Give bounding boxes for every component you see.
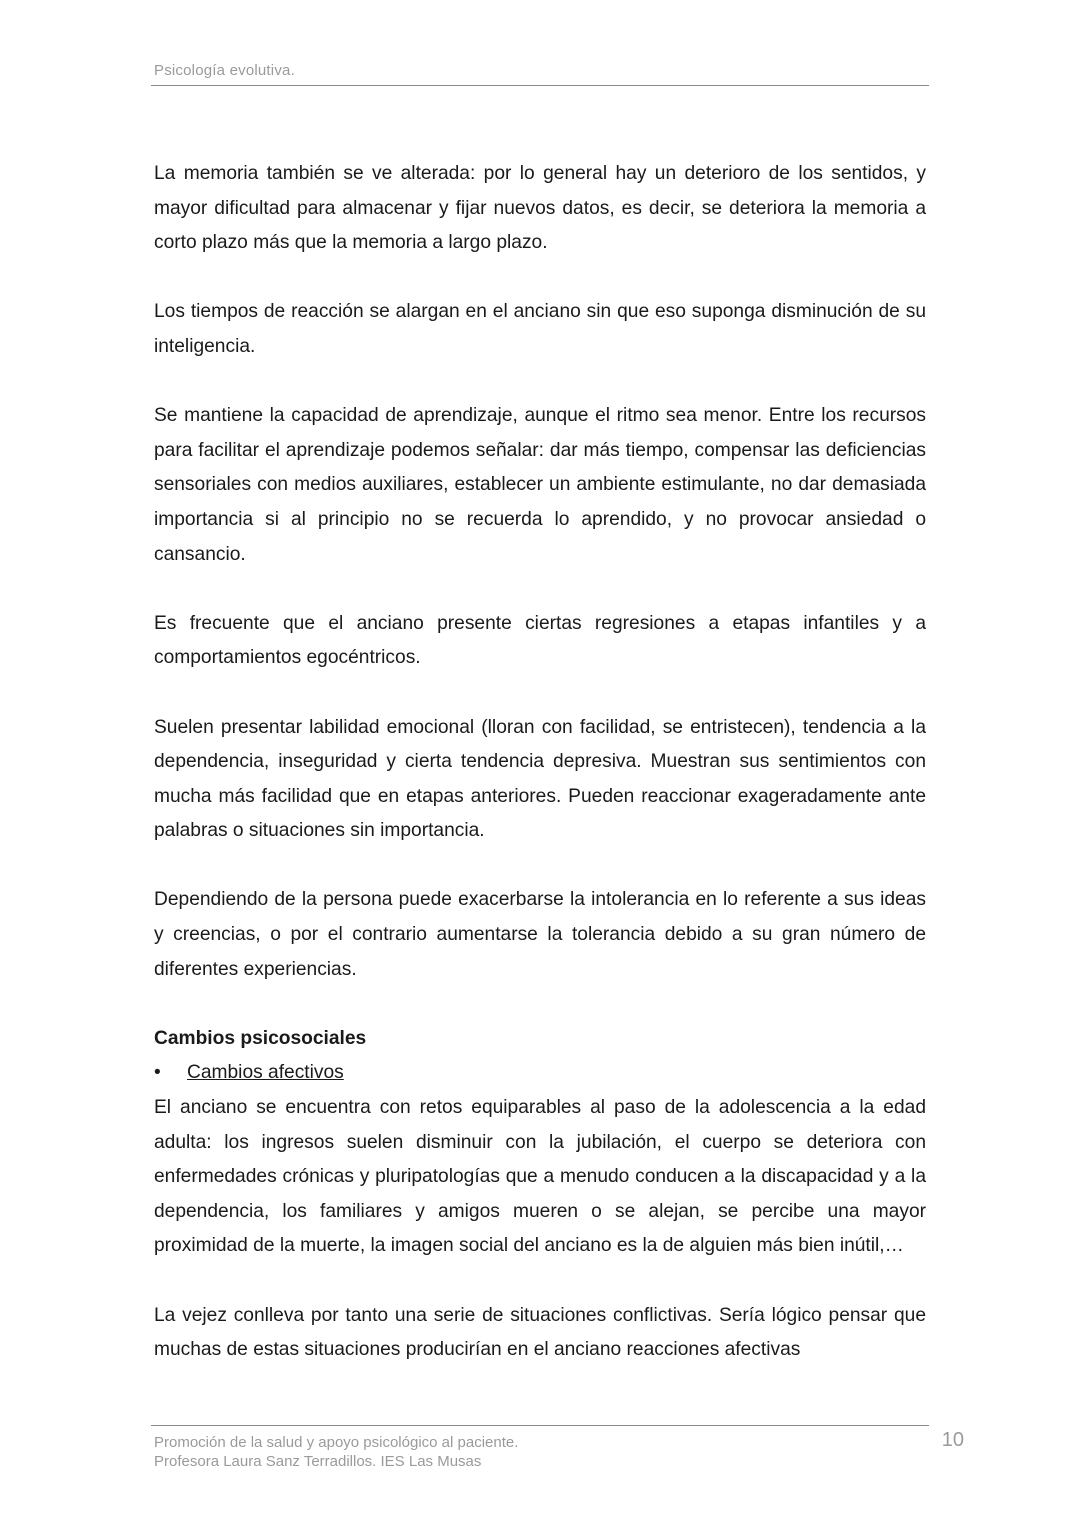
footer-author: Profesora Laura Sanz Terradillos. IES Las Musas: [154, 1453, 482, 1470]
header-divider: [151, 85, 929, 86]
paragraph-memory: La memoria también se ve alterada: por lo general hay un deterioro de los sentidos, y mayor dificultad para almacenar y fijar nuevos datos, es decir, se deteriora la memoria a corto plazo más que la memoria a largo plazo.: [154, 163, 926, 254]
bullet-item: [154, 1056, 926, 1091]
paragraph-challenges: El anciano se encuentra con retos equiparables al paso de la adolescencia a la edad adulta: los ingresos suelen disminuir con la jubilación, el cuerpo se deteriora con enfermedades crónicas y pluripatologías que a menudo conducen a la discapacidad y a la dependencia, los familiares y amigos mueren o se alejan, se percibe una mayor proximidad de la muerte, la imagen social del anciano es la de alguien más bien inútil,…: [154, 1097, 926, 1257]
paragraph-emotional-lability: Suelen presentar labilidad emocional (lloran con facilidad, se entristecen), tendencia a la dependencia, inseguridad y cierta tendencia depresiva. Muestran sus sentimientos con mucha más facilidad que en etapas anteriores. Pueden reaccionar exageradamente ante palabras o situaciones sin importancia.: [154, 716, 926, 842]
bullet-icon: •: [154, 1062, 161, 1084]
paragraph-learning: Se mantiene la capacidad de aprendizaje, aunque el ritmo sea menor. Entre los recursos para facilitar el aprendizaje podemos señalar: dar más tiempo, compensar las deficiencias sensoriales con medios auxiliares, establecer un ambiente estimulante, no dar demasiada importancia si al principio no se recuerda lo aprendido, y no provocar ansiedad o cansancio.: [154, 405, 926, 565]
footer-divider: [151, 1425, 929, 1426]
footer-text: [154, 1433, 518, 1471]
bullet-label: Cambios afectivos: [187, 1062, 344, 1084]
paragraph-conflicts: La vejez conlleva por tanto una serie de situaciones conflictivas. Sería lógico pensar que muchas de estas situaciones producirían en el anciano reacciones afectivas: [154, 1304, 926, 1361]
document-body: [154, 157, 926, 1402]
paragraph-reaction-times: Los tiempos de reacción se alargan en el anciano sin que eso suponga disminución de su inteligencia.: [154, 301, 926, 357]
section-heading: Cambios psicosociales: [154, 1027, 367, 1049]
page-number: 10: [941, 1429, 964, 1451]
footer-course: Promoción de la salud y apoyo psicológico al paciente.: [154, 1434, 519, 1451]
paragraph-regressions: Es frecuente que el anciano presente ciertas regresiones a etapas infantiles y a comportamientos egocéntricos.: [154, 612, 926, 669]
page-header-title: Psicología evolutiva.: [154, 62, 295, 79]
paragraph-tolerance: Dependiendo de la persona puede exacerbarse la intolerancia en lo referente a sus ideas y creencias, o por el contrario aumentarse la tolerancia debido a su gran número de diferentes experiencias.: [154, 889, 926, 980]
